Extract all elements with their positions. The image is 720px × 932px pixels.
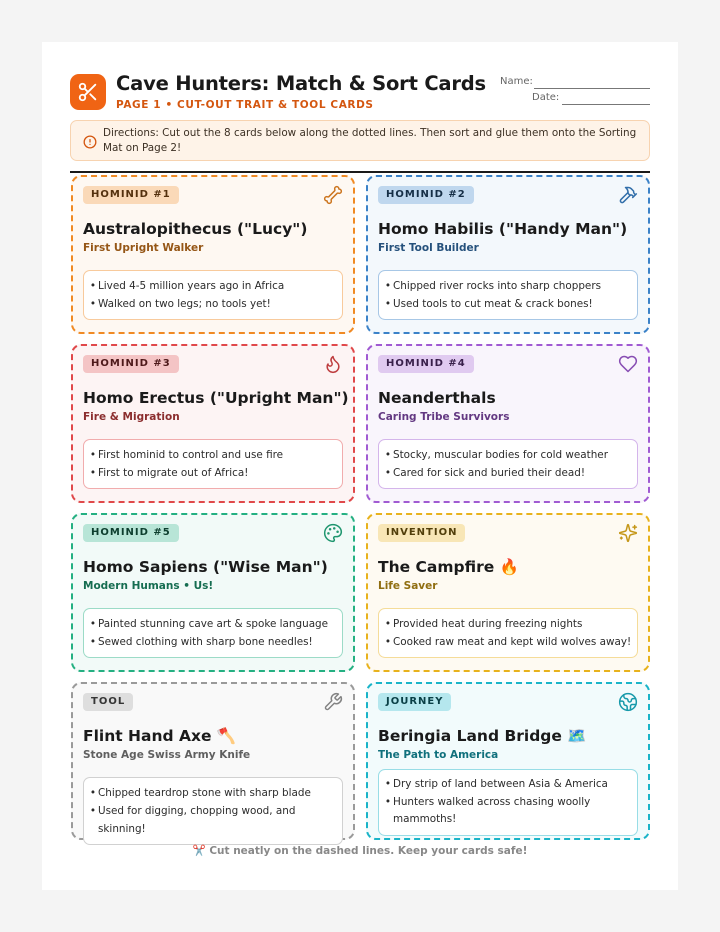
card-title: Homo Habilis ("Handy Man") [378,220,628,238]
card-subtitle: First Upright Walker [83,242,204,254]
directions-text: Directions: Cut out the 8 cards below along the dotted lines. Then sort and glue them onto the Sorting Mat on Page 2! [103,127,637,154]
card-title: Australopithecus ("Lucy") [83,220,308,238]
fact-item: • Stocky, muscular bodies for cold weather [384,449,608,461]
card-title: Homo Sapiens ("Wise Man") [83,558,328,576]
fact-item: • Lived 4-5 million years ago in Africa [89,280,285,292]
card-badge: JOURNEY [378,693,451,711]
card-facts [378,270,638,320]
header [70,72,650,112]
card-homo-habilis[interactable] [366,175,650,334]
card-title: Beringia Land Bridge 🗺️ [378,727,587,745]
name-field[interactable] [500,76,650,92]
page-subtitle: PAGE 1 • CUT-OUT TRAIT & TOOL CARDS [116,99,374,111]
card-badge: HOMINID #4 [378,355,474,373]
page-title: Cave Hunters: Match & Sort Cards [116,72,486,95]
card-australopithecus[interactable] [71,175,355,334]
card-subtitle: Caring Tribe Survivors [378,411,510,423]
globe-icon [618,692,638,712]
card-flint-hand-axe[interactable] [71,682,355,840]
fact-item: • First hominid to control and use fire [89,449,284,461]
fact-item: • First to migrate out of Africa! [89,467,249,479]
scissors-icon [70,74,106,110]
card-facts [83,270,343,320]
card-title: The Campfire 🔥 [378,558,519,576]
card-neanderthals[interactable] [366,344,650,503]
fact-item: • Cooked raw meat and kept wild wolves away! [384,636,632,648]
heart-icon [618,354,638,374]
bone-icon [323,185,343,205]
fact-item: • Used for digging, chopping wood, and skinning! [89,805,296,835]
card-badge: HOMINID #5 [83,524,179,542]
fact-item: • Hunters walked across chasing woolly [384,795,591,808]
card-facts [83,608,343,658]
fact-item: mammoths! [393,813,457,825]
card-badge: HOMINID #3 [83,355,179,373]
wrench-icon [323,692,343,712]
directions-box [70,120,650,161]
info-circle-icon [83,134,97,153]
card-homo-sapiens[interactable] [71,513,355,672]
flame-icon [323,354,343,374]
card-badge: HOMINID #2 [378,186,474,204]
sparkles-icon [618,523,638,543]
date-field[interactable] [500,92,650,108]
fact-item: • Painted stunning cave art & spoke language [89,618,329,630]
date-label: Date: [532,92,560,103]
card-facts [378,439,638,489]
worksheet-page [42,42,678,890]
fact-item: • Provided heat during freezing nights [384,618,583,630]
card-badge: INVENTION [378,524,465,542]
card-subtitle: Modern Humans • Us! [83,580,214,592]
card-subtitle: First Tool Builder [378,242,479,254]
card-title: Homo Erectus ("Upright Man") [83,389,349,407]
card-facts [83,777,343,845]
name-line[interactable] [534,88,650,89]
card-badge: TOOL [83,693,133,711]
card-facts [378,608,638,658]
card-subtitle: Stone Age Swiss Army Knife [83,749,251,761]
footer-note: ✂️ Cut neatly on the dashed lines. Keep your cards safe! [192,845,528,857]
date-line[interactable] [562,104,650,105]
fact-item: • Cared for sick and buried their dead! [384,467,585,479]
card-facts [83,439,343,489]
card-subtitle: Life Saver [378,580,438,592]
hammer-icon [618,185,638,205]
fact-item: • Chipped river rocks into sharp choppers [384,280,602,292]
card-facts [378,769,638,836]
card-beringia-land-bridge[interactable] [366,682,650,840]
palette-icon [323,523,343,543]
fact-item: • Dry strip of land between Asia & America [384,778,608,790]
card-subtitle: The Path to America [378,749,499,761]
card-homo-erectus[interactable] [71,344,355,503]
fact-item: • Used tools to cut meat & crack bones! [384,298,593,310]
card-title: Neanderthals [378,389,496,407]
name-label: Name: [500,76,533,87]
card-subtitle: Fire & Migration [83,411,180,423]
student-fields [500,76,650,108]
card-campfire[interactable] [366,513,650,672]
fact-item: • Chipped teardrop stone with sharp blade [89,787,311,799]
card-title: Flint Hand Axe 🪓 [83,727,237,745]
card-badge: HOMINID #1 [83,186,179,204]
fact-item: • Sewed clothing with sharp bone needles! [89,636,313,648]
divider [70,171,650,173]
fact-item: • Walked on two legs; no tools yet! [89,298,271,310]
